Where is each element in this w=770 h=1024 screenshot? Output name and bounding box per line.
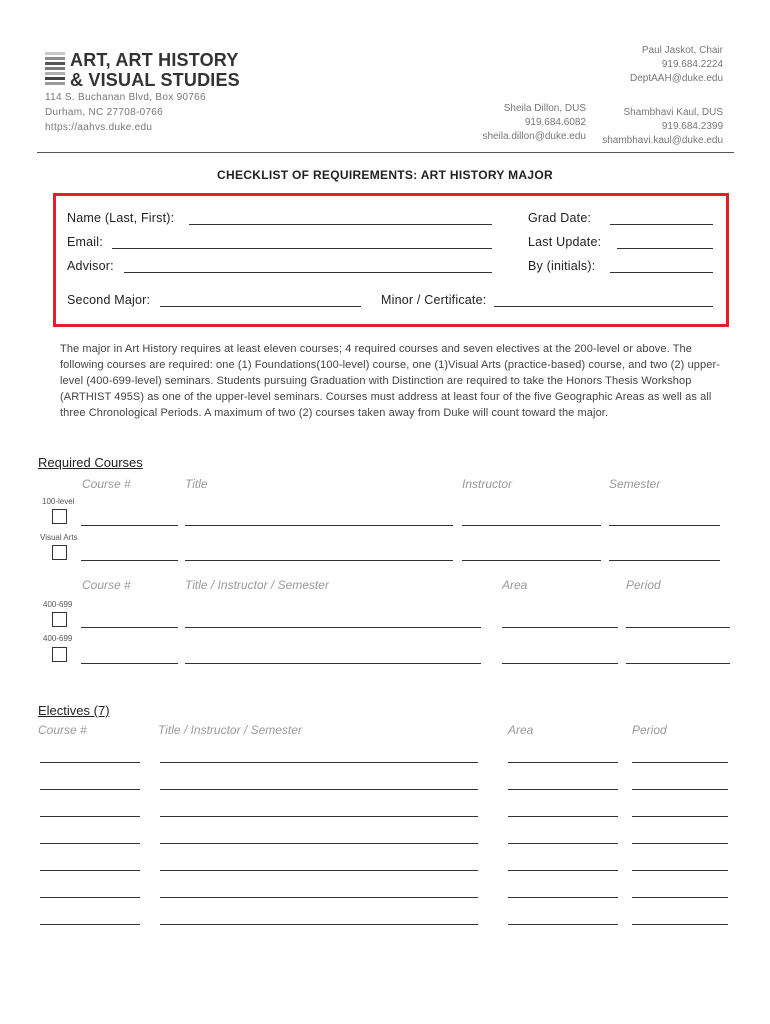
req3-title[interactable] [185,627,481,628]
second-major-field[interactable] [160,306,361,307]
elective-4-title[interactable] [160,843,478,844]
req3-course[interactable] [81,627,178,628]
required-courses-heading: Required Courses [38,455,143,470]
elective-3-period[interactable] [632,816,728,817]
elective-5-title[interactable] [160,870,478,871]
elective-2-period[interactable] [632,789,728,790]
elective-3-title[interactable] [160,816,478,817]
elective-7-title[interactable] [160,924,478,925]
elective-7-period[interactable] [632,924,728,925]
req4-title[interactable] [185,663,481,664]
elec-col-course: Course # [38,723,87,737]
dus2-contact: Shambhavi Kaul, DUS 919.684.2399 shambhavi.kaul@duke.edu [602,107,723,146]
elective-2-area[interactable] [508,789,618,790]
req4-area[interactable] [502,663,618,664]
elec-col-area: Area [508,723,534,737]
elective-1-title[interactable] [160,762,478,763]
checkbox-100-level[interactable] [52,509,67,524]
req4-period[interactable] [626,663,730,664]
last-update-label: Last Update: [528,235,602,249]
elec-col-title: Title / Instructor / Semester [158,723,302,737]
address-url[interactable]: https://aahvs.duke.edu [45,122,153,133]
page-title: CHECKLIST OF REQUIREMENTS: ART HISTORY MAJOR [217,168,553,182]
advisor-label: Advisor: [67,259,114,273]
elective-6-title[interactable] [160,897,478,898]
department-logo [70,50,240,90]
second-major-label: Second Major: [67,293,151,307]
grad-date-label: Grad Date: [528,211,592,225]
req2-course[interactable] [81,560,178,561]
row-label-100: 100-level [42,497,75,506]
elective-7-course[interactable] [40,924,140,925]
col-semester: Semester [609,477,661,491]
elec-col-period: Period [632,723,667,737]
minor-label: Minor / Certificate: [381,293,487,307]
col-course: Course # [82,477,131,491]
advisor-field[interactable] [124,272,492,273]
req1-instructor[interactable] [462,525,601,526]
row-label-visual-arts: Visual Arts [40,533,78,542]
name-field[interactable] [189,224,492,225]
col2-period: Period [626,578,661,592]
initials-field[interactable] [610,272,713,273]
elective-5-course[interactable] [40,870,140,871]
department-address [45,90,206,135]
req2-instructor[interactable] [462,560,601,561]
elective-6-period[interactable] [632,897,728,898]
elective-3-area[interactable] [508,816,618,817]
elective-5-period[interactable] [632,870,728,871]
electives-heading: Electives (7) [38,703,110,718]
req1-title[interactable] [185,525,453,526]
checkbox-seminar-1[interactable] [52,612,67,627]
logo-line-1: ART, ART HISTORY [70,50,239,70]
checkbox-seminar-2[interactable] [52,647,67,662]
grad-date-field[interactable] [610,224,713,225]
req1-semester[interactable] [609,525,720,526]
elective-3-course[interactable] [40,816,140,817]
col-instructor: Instructor [462,477,513,491]
elective-4-course[interactable] [40,843,140,844]
elective-4-period[interactable] [632,843,728,844]
header-divider [37,152,734,153]
col2-course: Course # [82,578,131,592]
checkbox-visual-arts[interactable] [52,545,67,560]
address-street: 114 S. Buchanan Blvd, Box 90766 [45,92,206,103]
elective-7-area[interactable] [508,924,618,925]
col2-title: Title / Instructor / Semester [185,578,329,592]
row-label-400-b: 400-699 [43,634,73,643]
req3-area[interactable] [502,627,618,628]
req2-semester[interactable] [609,560,720,561]
email-label: Email: [67,235,103,249]
initials-label: By (initials): [528,259,596,273]
elective-2-title[interactable] [160,789,478,790]
elective-6-area[interactable] [508,897,618,898]
row-label-400-a: 400-699 [43,600,73,609]
address-city: Durham, NC 27708-0766 [45,107,164,118]
elective-1-area[interactable] [508,762,618,763]
dus1-contact: Sheila Dillon, DUS 919.684.6082 sheila.dillon@duke.edu [482,103,586,142]
col2-area: Area [502,578,528,592]
last-update-field[interactable] [617,248,713,249]
name-label: Name (Last, First): [67,211,175,225]
req3-period[interactable] [626,627,730,628]
logo-line-2: & VISUAL STUDIES [70,70,240,90]
logo-stripes [45,52,65,90]
chair-contact: Paul Jaskot, Chair 919.684.2224 DeptAAH@duke.edu [630,45,723,84]
req1-course[interactable] [81,525,178,526]
elective-1-course[interactable] [40,762,140,763]
requirements-paragraph: The major in Art History requires at least eleven courses; 4 required courses and seven electives at the 200-level or above. The following courses are required: one (1) Foundations(100-level) course, one (1)Visual Arts (practice-based) course, and two (2) upper-level (400-699-level) seminars. Students pursuing Graduation with Distinction are required to take the Honors Thesis Workshop (ARTHIST 495S) as one of the upper-level seminars. Courses must address at least four of the five Geographic Areas as well as all three Chronological Periods. A maximum of two (2) courses taken away from Duke will count toward the major. [60,343,720,419]
minor-field[interactable] [494,306,713,307]
req4-course[interactable] [81,663,178,664]
col-title: Title [185,477,208,491]
email-field[interactable] [112,248,492,249]
req2-title[interactable] [185,560,453,561]
elective-2-course[interactable] [40,789,140,790]
elective-6-course[interactable] [40,897,140,898]
elective-4-area[interactable] [508,843,618,844]
elective-1-period[interactable] [632,762,728,763]
elective-5-area[interactable] [508,870,618,871]
